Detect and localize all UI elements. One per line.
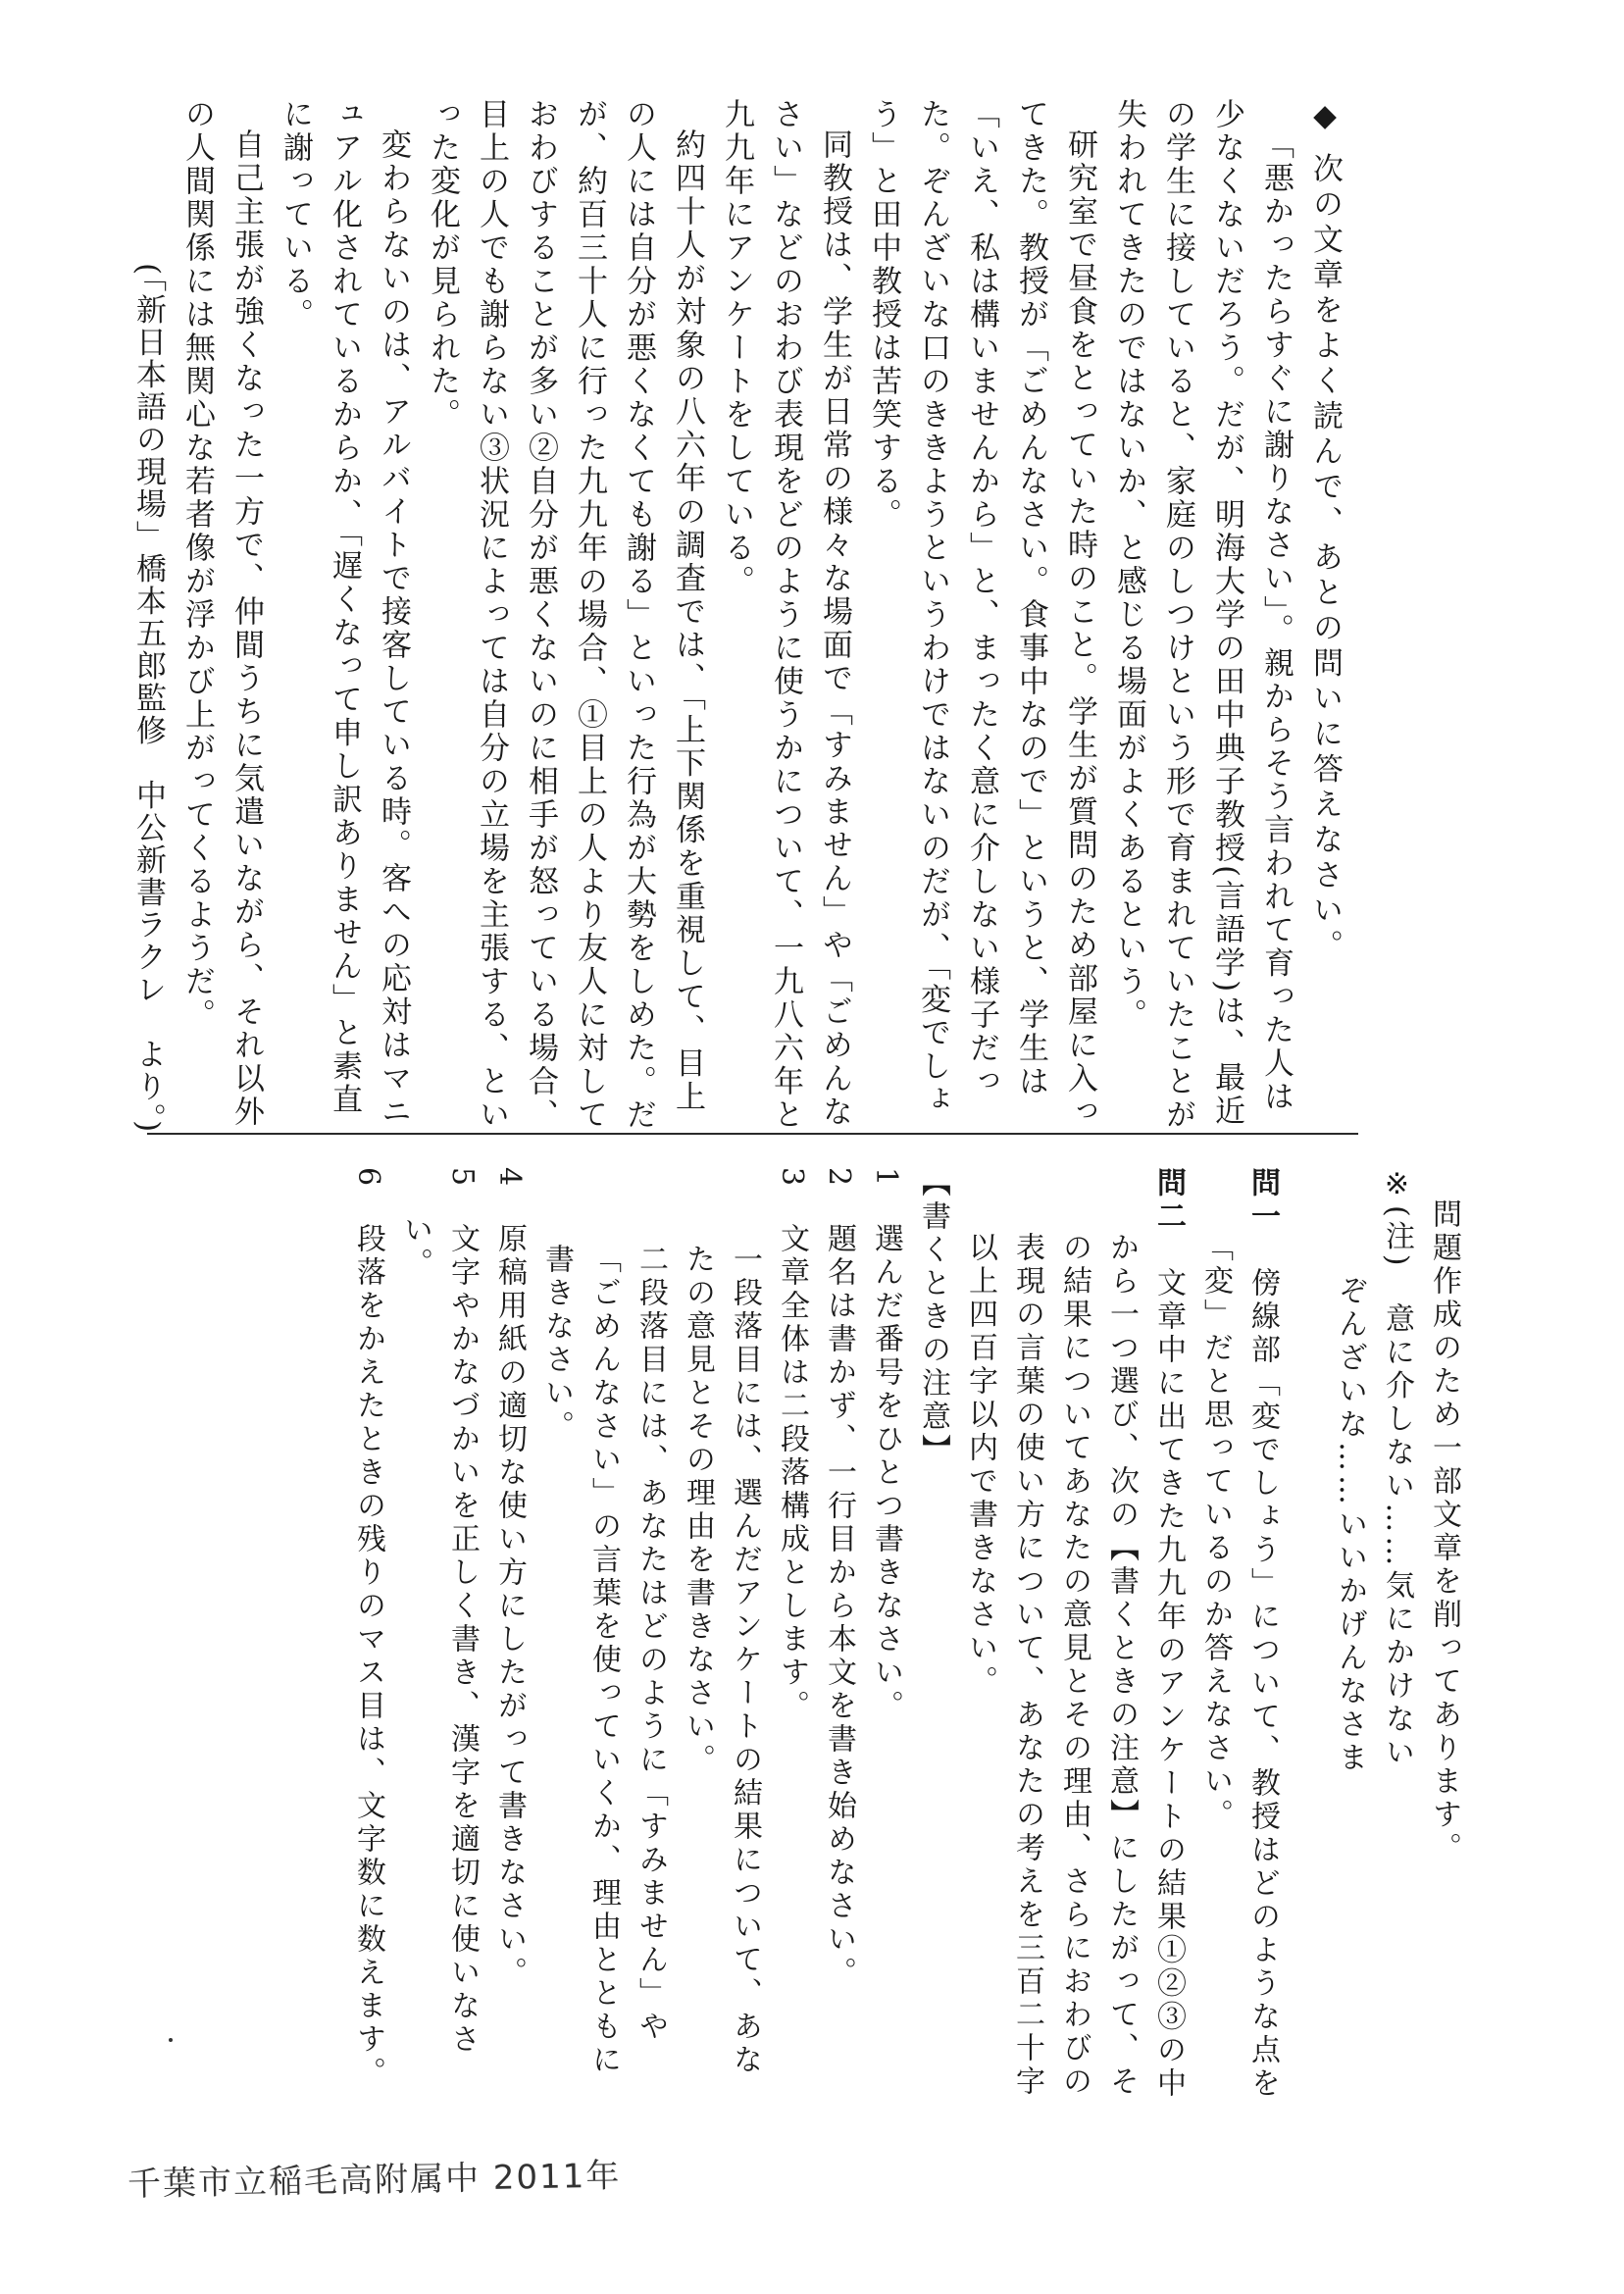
passage-paragraph-5: 変わらないのは、アルバイトで接客している時。客への応対はマニュアル化されているからか、「遅くなって申し訳ありません」と素直に謝っている。 [278, 98, 411, 1129]
question-1-text: 傍線部「変でしょう」について、教授はどのような点を「変」だと思っているのか答えなさい。 [1198, 1232, 1280, 2101]
notes-item-1 [1373, 1167, 1420, 2109]
passage-paragraph-2: 研究室で昼食をとっていた時のこと。学生が質問のため部屋に入ってきた。教授が「ごめんなさい。食事中なので」というと、学生は「いえ、私は構いませんから」と、まったく意に介しない様子だった。ぞんざいな口のききようというわけではないのだが、「変でしょう」と田中教授は苦笑する。 [866, 98, 1097, 1129]
notes-item-2: ぞんざいな……いいかげんなさま [1333, 1275, 1367, 1775]
writing-note-2: 2 題名は書かず、一行目から本文を書き始めなさい。 [822, 1167, 856, 1991]
writing-note-3: 3 文章全体は二段落構成とします。 [775, 1167, 809, 1724]
question-2-text: 文章中に出てきた九九年のアンケートの結果①②③の中から一つ選び、次の【書くときの注意】にしたがって、その結果についてあなたの意見とその理由、さらにおわびの表現の言葉の使い方について、あなたの考えを三百二十字以上四百字以内で書きなさい。 [963, 1232, 1186, 2101]
writing-note-4: 4 原稿用紙の適切な使い方にしたがって書きなさい。 [492, 1167, 527, 1991]
passage-paragraph-4: 約四十人が対象の八六年の調査では、「上下関係を重視して、目上の人には自分が悪くなくても謝る」といった行為が大勢をしめた。だが、約百三十人に行った九九年の場合、①目上の人より友人に対しておわびすることが多い②自分が悪くないのに相手が怒っている場合、目上の人でも謝らない③状況によっては自分の立場を主張する、といった変化が見られた。 [425, 98, 705, 1132]
notes-item-1-text: 意に介しない……気にかけない [1380, 1302, 1414, 1770]
passage-paragraph-1: 「悪かったらすぐに謝りなさい」。親からそう言われて育った人は少なくないだろう。だが、明海大学の田中典子教授(言語学)は、最近の学生に接していると、家庭のしつけという形で育まれていたことが失われてきたのではないか、と感じる場面がよくあるという。 [1111, 98, 1294, 1132]
question-1-label: 問一 [1245, 1167, 1280, 1234]
passage-instruction: ◆ 次の文章をよく読んで、あとの問いに答えなさい。 [1307, 98, 1343, 965]
writing-note-5: 5 文字やかなづかいを正しく書き、漢字を適切に使いなさい。 [398, 1167, 480, 2058]
notes-label: ※(注) [1380, 1167, 1414, 1270]
notes-header: 問題作成のため一部文章を削ってあります。 [1427, 1198, 1461, 1865]
passage-source: (「新日本語の現場」橋本五郎監修 中公新書ラクレ より。) [130, 262, 166, 1134]
writing-note-6: 6 段落をかえたときの残りのマス目は、文字数に数えます。 [351, 1167, 385, 2091]
stray-dot [169, 2038, 173, 2042]
question-2-label: 問二 [1151, 1167, 1186, 1234]
questions-block [197, 1167, 1286, 2109]
handwritten-school-note: 千葉市立稲毛高附属中 2011年 [127, 2156, 622, 2205]
question-1 [1192, 1167, 1286, 2109]
passage-paragraph-6: 自己主張が強くなった一方で、仲間うちに気遣いながら、それ以外の人間関係には無関心な若者像が浮かび上がってくるようだ。 [179, 98, 264, 1129]
reading-passage [130, 98, 1349, 1138]
passage-paragraph-3: 同教授は、学生が日常の様々な場面で「すみません」や「ごめんなさい」などのおわび表現をどのように使うかについて、一九八六年と九九年にアンケートをしている。 [719, 98, 852, 1132]
question-2 [956, 1167, 1192, 2109]
writing-notes-title: 【書くときの注意】 [916, 1167, 950, 1467]
section-divider [147, 1133, 1358, 1135]
writing-note-1: 1 選んだ番号をひとつ書きなさい。 [869, 1167, 903, 1724]
notes-block [1271, 1167, 1467, 2109]
writing-note-3a: 一段落目には、選んだアンケートの結果について、あなたの意見とその理由を書きなさい。 [681, 1244, 762, 2077]
writing-note-3b: 二段落目には、あなたはどのように「すみません」や「ごめんなさい」の言葉を使っていくか、理由とともに書きなさい。 [539, 1244, 668, 2077]
